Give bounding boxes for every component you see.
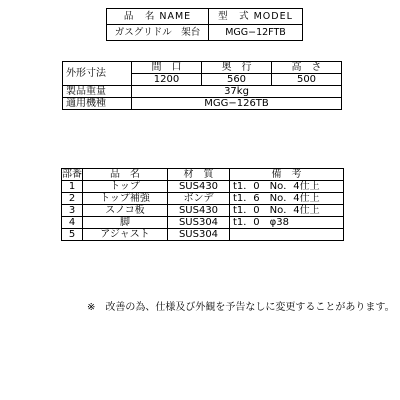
width-value: 1200 bbox=[132, 74, 202, 86]
parts-header-row bbox=[62, 169, 344, 181]
product-value-row bbox=[107, 25, 303, 41]
compatible-value: MGG−126TB bbox=[132, 98, 342, 110]
part-number-header: 部番 bbox=[62, 168, 82, 180]
model-header: 型 式 MODEL bbox=[209, 9, 303, 25]
part-name: トップ bbox=[83, 181, 168, 193]
part-name: 脚 bbox=[83, 217, 168, 229]
part-remarks: t1．6 No．4仕上 bbox=[230, 193, 344, 205]
product-name-header: 品 名 NAME bbox=[107, 9, 209, 25]
part-material: ボンデ bbox=[168, 193, 230, 205]
change-notice: ※ 改善の為、仕様及び外観を予告なしに変更することがあります。 bbox=[87, 302, 395, 313]
part-number: 4 bbox=[62, 217, 83, 229]
part-remarks: t1．0 No．4仕上 bbox=[230, 181, 344, 193]
height-header: 高 さ bbox=[272, 62, 342, 74]
dimension-label: 外形寸法 bbox=[63, 62, 132, 86]
compatible-label: 適用機種 bbox=[63, 98, 132, 110]
part-material: SUS430 bbox=[168, 181, 230, 193]
width-header: 間 口 bbox=[132, 62, 202, 74]
product-name-value: ガスグリドル 架台 bbox=[107, 25, 209, 41]
table-row bbox=[62, 229, 344, 241]
table-row bbox=[62, 217, 344, 229]
model-value: MGG−12FTB bbox=[209, 25, 303, 41]
table-row bbox=[62, 193, 344, 205]
part-remarks bbox=[230, 229, 344, 241]
material-header: 材 質 bbox=[168, 169, 230, 181]
depth-value: 560 bbox=[202, 74, 272, 86]
height-value: 500 bbox=[272, 74, 342, 86]
dimension-header-row bbox=[63, 62, 342, 74]
part-number: 1 bbox=[62, 181, 83, 193]
part-material: SUS304 bbox=[168, 229, 230, 241]
compatible-row bbox=[63, 98, 342, 110]
product-model-table bbox=[106, 8, 303, 41]
product-header-row bbox=[107, 9, 303, 25]
part-name: スノコ板 bbox=[83, 205, 168, 217]
part-number: 5 bbox=[62, 229, 83, 241]
remarks-header: 備 考 bbox=[230, 169, 344, 181]
part-number: 3 bbox=[62, 205, 83, 217]
part-material: SUS430 bbox=[168, 205, 230, 217]
part-material: SUS304 bbox=[168, 217, 230, 229]
weight-value: 37kg bbox=[132, 86, 342, 98]
parts-table bbox=[61, 168, 344, 241]
part-remarks: t1．0 φ38 bbox=[230, 217, 344, 229]
spec-table bbox=[62, 61, 342, 110]
part-remarks: t1．0 No．4仕上 bbox=[230, 205, 344, 217]
weight-label: 製品重量 bbox=[63, 86, 132, 98]
part-name: アジャスト bbox=[83, 229, 168, 241]
part-name-header: 品 名 bbox=[83, 169, 168, 181]
part-number: 2 bbox=[62, 193, 83, 205]
part-name: トップ補強 bbox=[83, 193, 168, 205]
weight-row bbox=[63, 86, 342, 98]
table-row bbox=[62, 205, 344, 217]
table-row bbox=[62, 181, 344, 193]
depth-header: 奥 行 bbox=[202, 62, 272, 74]
